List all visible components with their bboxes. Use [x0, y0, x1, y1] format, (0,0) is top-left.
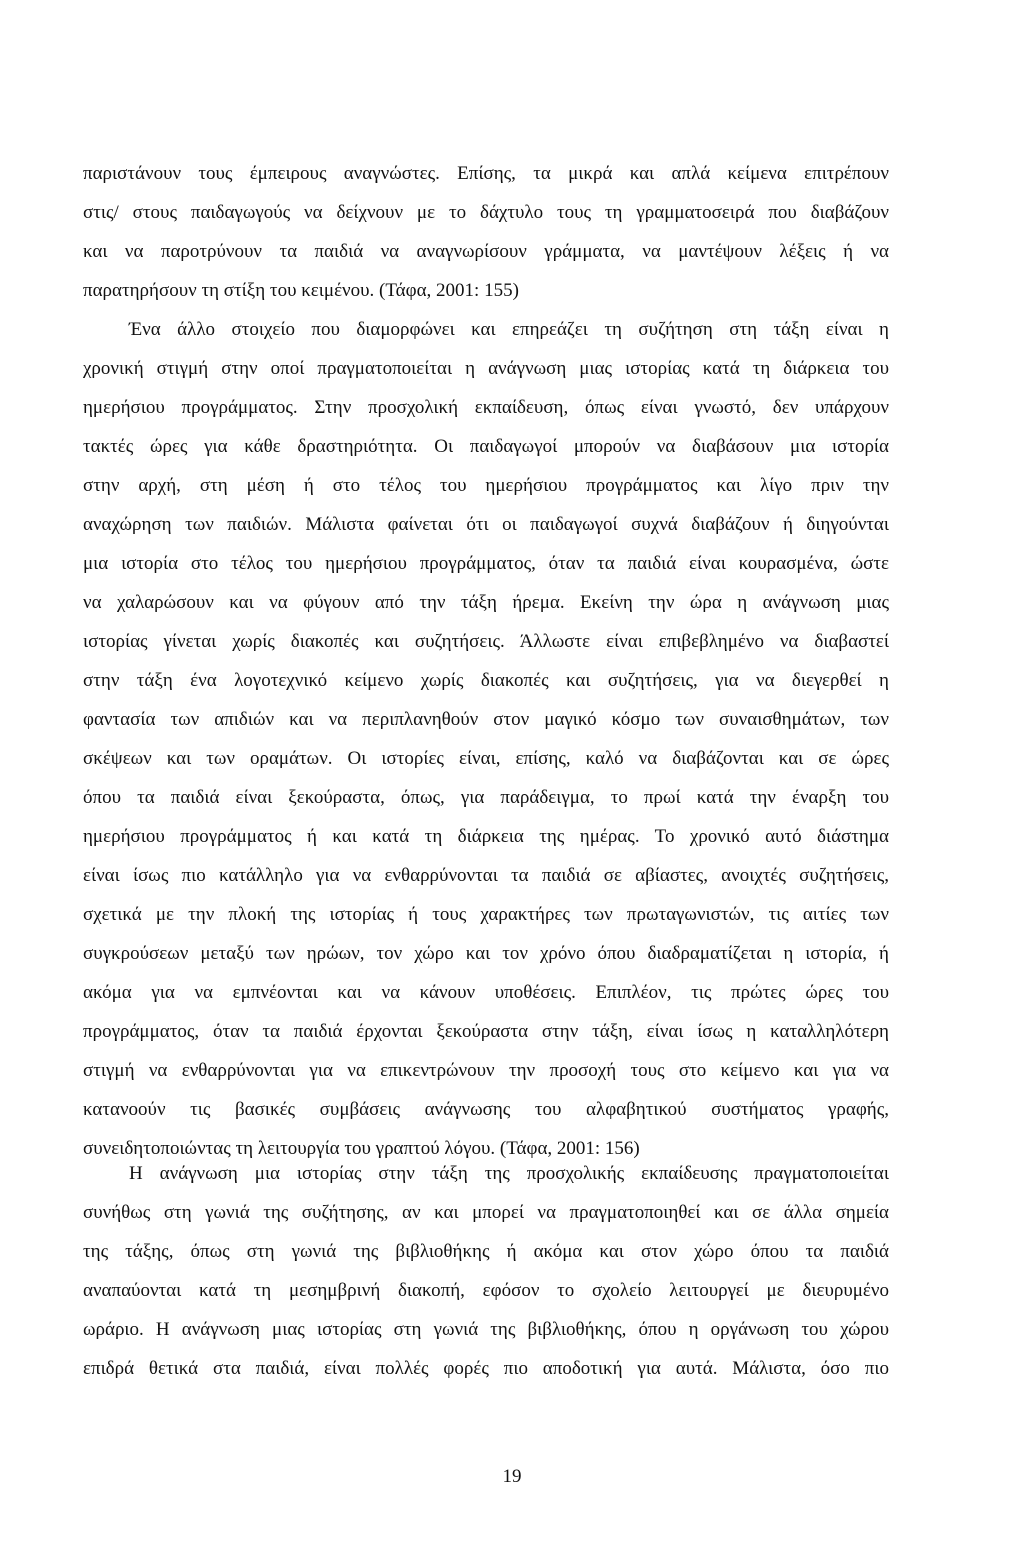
text-line: ημερήσιου προγράμματος. Στην προσχολική εκπαίδευση, όπως είναι γνωστό, δεν υπάρχουν [83, 397, 889, 418]
paragraph-1 [83, 154, 889, 310]
text-line: Ένα άλλο στοιχείο που διαμορφώνει και επηρεάζει τη συζήτηση στη τάξη είναι η [129, 319, 889, 340]
text-line: ιστορίας γίνεται χωρίς διακοπές και συζητήσεις. Άλλωστε είναι επιβεβλημένο να διαβαστεί [83, 631, 889, 652]
text-line: στην τάξη ένα λογοτεχνικό κείμενο χωρίς διακοπές και συζητήσεις, για να διεγερθεί η [83, 670, 889, 691]
text-line: προγράμματος, όταν τα παιδιά έρχονται ξεκούραστα στην τάξη, είναι ίσως η καταλληλότερη [83, 1021, 889, 1042]
text-line: επιδρά θετικά στα παιδιά, είναι πολλές φορές πιο αποδοτική για αυτά. Μάλιστα, όσο πιο [83, 1358, 889, 1379]
text-line: αναχώρηση των παιδιών. Μάλιστα φαίνεται ότι οι παιδαγωγοί συχνά διαβάζουν ή διηγούνται [83, 514, 889, 535]
text-line: να χαλαρώσουν και να φύγουν από την τάξη ήρεμα. Εκείνη την ώρα η ανάγνωση μιας [83, 592, 889, 613]
text-line: ακόμα για να εμπνέονται και να κάνουν υποθέσεις. Επιπλέον, τις πρώτες ώρες του [83, 982, 889, 1003]
paragraph-2 [83, 310, 889, 1168]
text-line: φαντασία των απιδιών και να περιπλανηθούν στον μαγικό κόσμο των συναισθημάτων, των [83, 709, 889, 730]
text-line: Η ανάγνωση μια ιστορίας στην τάξη της προσχολικής εκπαίδευσης πραγματοποιείται [129, 1163, 889, 1184]
page-number: 19 [502, 1466, 522, 1487]
text-line: αναπαύονται κατά τη μεσημβρινή διακοπή, εφόσον το σχολείο λειτουργεί με διευρυμένο [83, 1280, 889, 1301]
text-line: σκέψεων και των οραμάτων. Οι ιστορίες είναι, επίσης, καλό να διαβάζονται και σε ώρες [83, 748, 889, 769]
text-line: παριστάνουν τους έμπειρους αναγνώστες. Επίσης, τα μικρά και απλά κείμενα επιτρέπουν [83, 163, 889, 184]
text-line: στην αρχή, στη μέση ή στο τέλος του ημερήσιου προγράμματος και λίγο πριν την [83, 475, 889, 496]
text-line: κατανοούν τις βασικές συμβάσεις ανάγνωσης του αλφαβητικού συστήματος γραφής, [83, 1099, 889, 1120]
text-line: όπου τα παιδιά είναι ξεκούραστα, όπως, για παράδειγμα, το πρωί κατά την έναρξη του [83, 787, 889, 808]
text-line: συγκρούσεων μεταξύ των ηρώων, τον χώρο και τον χρόνο όπου διαδραματίζεται η ιστορία, ή [83, 943, 889, 964]
text-line: συνήθως στη γωνιά της συζήτησης, αν και μπορεί να πραγματοποιηθεί και σε άλλα σημεία [83, 1202, 889, 1223]
text-line: είναι ίσως πιο κατάλληλο για να ενθαρρύνονται τα παιδιά σε αβίαστες, ανοιχτές συζητήσεις, [83, 865, 889, 886]
text-line: στις/ στους παιδαγωγούς να δείχνουν με το δάχτυλο τους τη γραμματοσειρά που διαβάζουν [83, 202, 889, 223]
text-line: μια ιστορία στο τέλος του ημερήσιου προγράμματος, όταν τα παιδιά είναι κουρασμένα, ώστε [83, 553, 889, 574]
text-line: σχετικά με την πλοκή της ιστορίας ή τους χαρακτήρες των πρωταγωνιστών, τις αιτίες των [83, 904, 889, 925]
text-line: τακτές ώρες για κάθε δραστηριότητα. Οι παιδαγωγοί μπορούν να διαβάσουν μια ιστορία [83, 436, 889, 457]
text-line: ημερήσιου προγράμματος ή και κατά τη διάρκεια της ημέρας. Το χρονικό αυτό διάστημα [83, 826, 889, 847]
text-line: ωράριο. Η ανάγνωση μιας ιστορίας στη γωνιά της βιβλιοθήκης, όπου η οργάνωση του χώρου [83, 1319, 889, 1340]
text-line: συνειδητοποιώντας τη λειτουργία του γραπτού λόγου. (Τάφα, 2001: 156) [83, 1138, 640, 1159]
text-line: παρατηρήσουν τη στίξη του κειμένου. (Τάφα, 2001: 155) [83, 280, 519, 301]
text-line: της τάξης, όπως στη γωνιά της βιβλιοθήκης ή ακόμα και στον χώρο όπου τα παιδιά [83, 1241, 889, 1262]
text-line: και να παροτρύνουν τα παιδιά να αναγνωρίσουν γράμματα, να μαντέψουν λέξεις ή να [83, 241, 889, 262]
paragraph-3 [83, 1154, 889, 1388]
text-line: στιγμή να ενθαρρύνονται για να επικεντρώνουν την προσοχή τους στο κείμενο και για να [83, 1060, 889, 1081]
text-line: χρονική στιγμή στην οποί πραγματοποιείται η ανάγνωση μιας ιστορίας κατά τη διάρκεια του [83, 358, 889, 379]
